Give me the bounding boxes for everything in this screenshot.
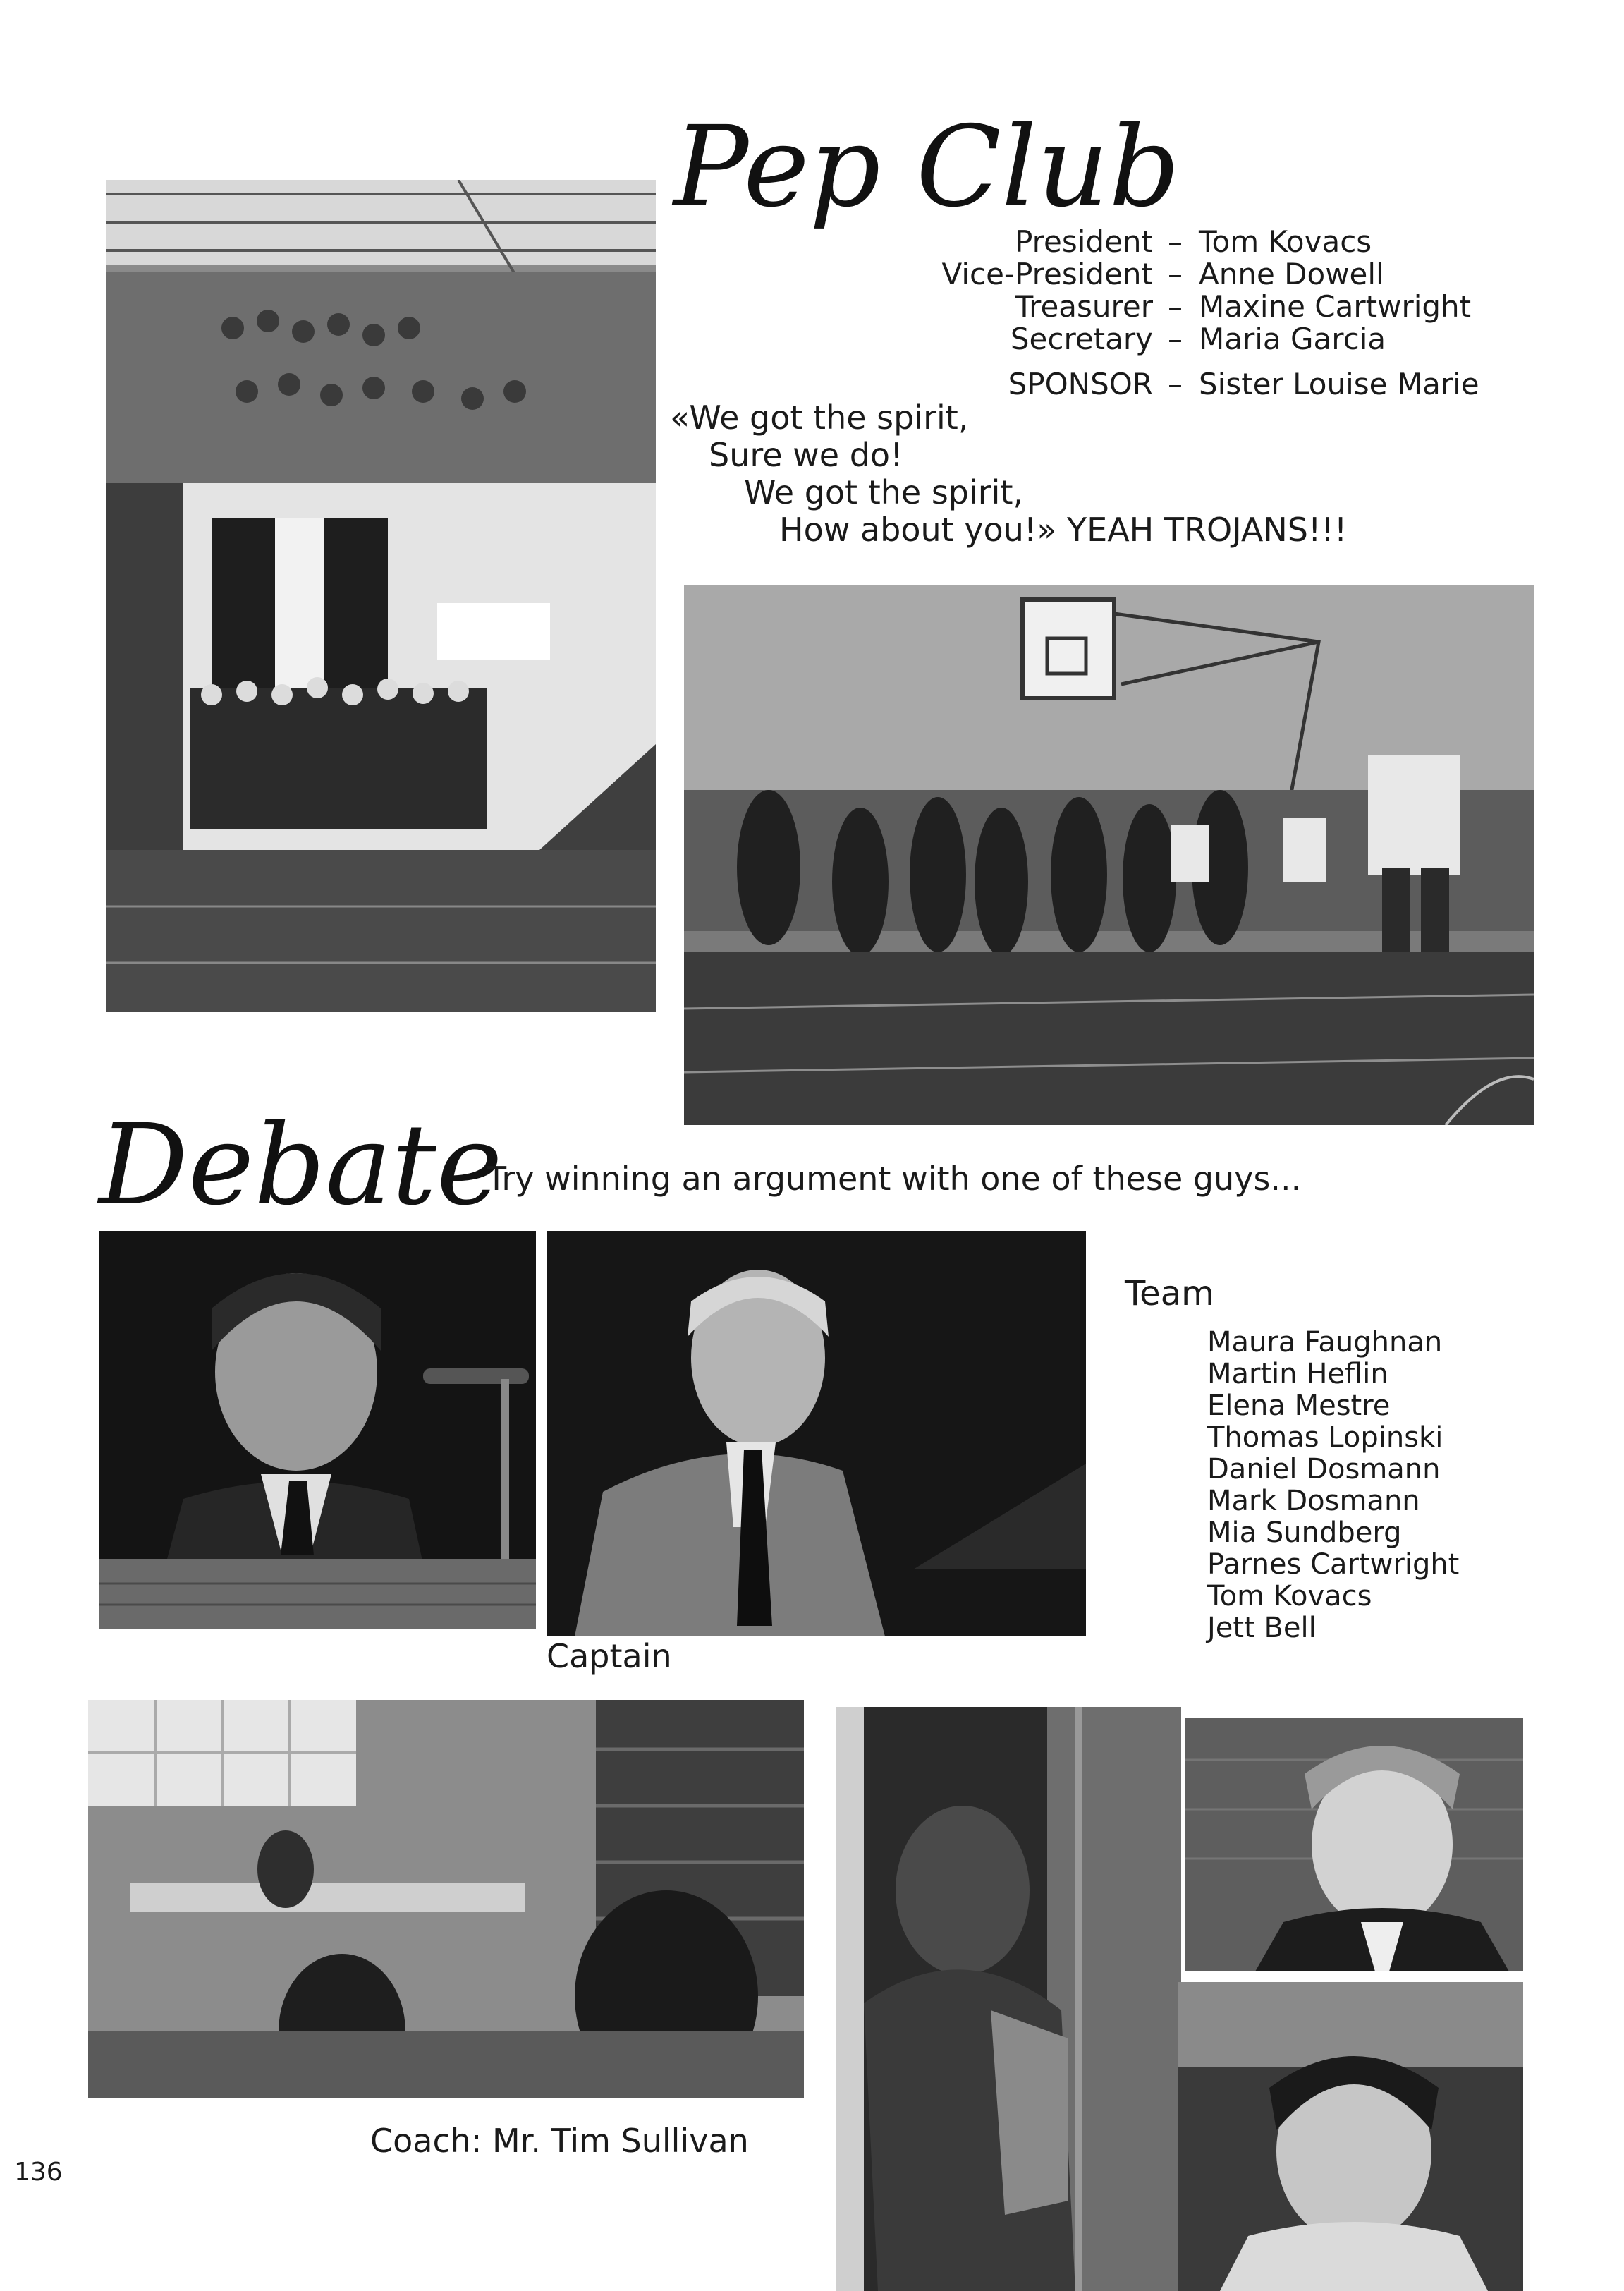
- officer-dash: –: [1168, 322, 1183, 356]
- chant-line-4: How about you!» YEAH TROJANS!!!: [779, 511, 1348, 549]
- officer-row-sponsor: [938, 367, 1573, 399]
- team-member: Mia Sundberg: [1207, 1517, 1402, 1549]
- officer-dash: –: [1168, 367, 1183, 401]
- officer-role: President: [1015, 224, 1153, 259]
- team-member: Maura Faughnan: [1207, 1326, 1443, 1359]
- debate-title: Debate: [99, 1100, 503, 1230]
- sponsor-role: SPONSOR: [1008, 367, 1153, 401]
- page-number: 136: [14, 2158, 63, 2187]
- debate-library-photo: [88, 1700, 804, 2098]
- officer-role: Treasurer: [1015, 289, 1153, 324]
- officer-dash: –: [1168, 257, 1183, 291]
- team-heading: Team: [1125, 1274, 1214, 1313]
- debate-student-standing-photo: [836, 1707, 1181, 2291]
- sponsor-name: Sister Louise Marie: [1199, 367, 1479, 401]
- team-member: Mark Dosmann: [1207, 1485, 1420, 1517]
- team-member: Elena Mestre: [1207, 1390, 1391, 1422]
- pep-club-gym-photo: [684, 585, 1534, 1125]
- debate-student-smiling-photo: [1185, 1718, 1523, 1971]
- officer-row-treasurer: [938, 289, 1573, 322]
- team-member: Daniel Dosmann: [1207, 1453, 1441, 1485]
- debate-tagline: Try winning an argument with one of these guys...: [487, 1160, 1302, 1198]
- officer-name: Anne Dowell: [1199, 257, 1384, 291]
- team-member: Parnes Cartwright: [1207, 1548, 1460, 1581]
- team-member: Thomas Lopinski: [1207, 1421, 1443, 1454]
- team-member: Jett Bell: [1207, 1612, 1317, 1644]
- chant-line-2: Sure we do!: [709, 436, 903, 474]
- captain-caption: Captain: [547, 1637, 672, 1675]
- officer-row-president: [938, 224, 1573, 257]
- team-member: Martin Heflin: [1207, 1358, 1388, 1390]
- officer-dash: –: [1168, 224, 1183, 259]
- officer-name: Tom Kovacs: [1199, 224, 1372, 259]
- debate-captain-photo: [547, 1231, 1086, 1636]
- pep-club-title: Pep Club: [673, 102, 1180, 232]
- debater-podium-photo: [99, 1231, 536, 1629]
- chant-line-3: We got the spirit,: [744, 473, 1024, 511]
- officer-name: Maria Garcia: [1199, 322, 1386, 356]
- coach-caption: Coach: Mr. Tim Sullivan: [370, 2122, 749, 2160]
- officer-row-vice-president: [938, 257, 1573, 289]
- pep-club-bleachers-photo: [106, 180, 656, 1012]
- officer-row-secretary: [938, 322, 1573, 354]
- team-member: Tom Kovacs: [1207, 1580, 1372, 1612]
- chant-line-1: «We got the spirit,: [670, 399, 969, 437]
- debate-student-reading-photo: [1178, 1982, 1523, 2291]
- officer-role: Vice-President: [941, 257, 1153, 291]
- officer-name: Maxine Cartwright: [1199, 289, 1472, 324]
- officer-role: Secretary: [1010, 322, 1153, 356]
- team-list: [1207, 1326, 1459, 1643]
- officer-dash: –: [1168, 289, 1183, 324]
